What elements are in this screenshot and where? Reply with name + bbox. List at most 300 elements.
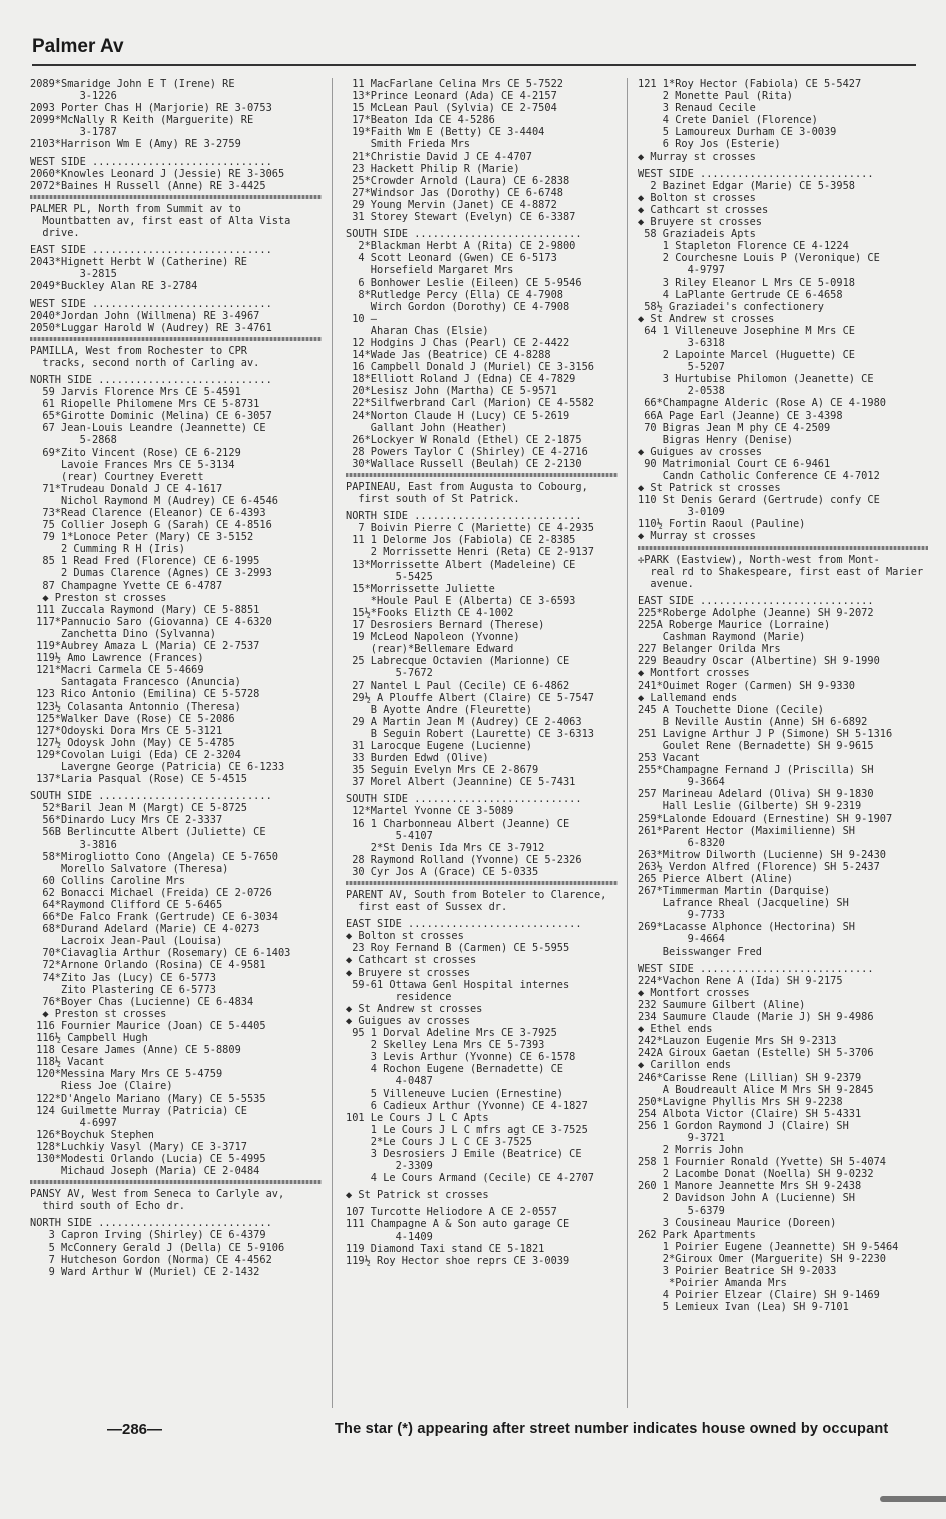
directory-line: 23 Hackett Philip R (Marie): [346, 162, 520, 175]
directory-line: 3 Renaud Cecile: [638, 102, 756, 115]
directory-line: 1 Le Cours J L C mfrs agt CE 3-7525: [346, 1123, 588, 1136]
directory-line: 90 Matrimonial Court CE 6-9461: [638, 457, 831, 470]
directory-line: 260 1 Manore Jeannette Mrs SH 9-2438: [638, 1180, 862, 1193]
directory-line: 5-5207: [638, 361, 725, 374]
directory-line: 2 Skelley Lena Mrs CE 5-7393: [346, 1039, 545, 1052]
directory-line: 27 Nantel L Paul (Cecile) CE 6-4862: [346, 679, 570, 692]
directory-line: 111 Champagne A & Son auto garage CE: [346, 1218, 570, 1231]
directory-line: drive.: [30, 227, 80, 240]
directory-column-3: [638, 78, 928, 1313]
directory-line: 95 1 Dorval Adeline Mrs CE 3-7925: [346, 1027, 557, 1040]
directory-line: 16 1 Charbonneau Albert (Jeanne) CE: [346, 817, 570, 830]
directory-line: SOUTH SIDE ............................: [30, 790, 272, 803]
directory-line: 2 Davidson John A (Lucienne) SH: [638, 1192, 855, 1205]
directory-line: Horsefield Margaret Mrs: [346, 264, 514, 277]
directory-line: 257 Marineau Adelard (Oliva) SH 9-1830: [638, 788, 874, 801]
directory-line: 3 Desrosiers J Emile (Beatrice) CE: [346, 1147, 582, 1160]
directory-line: Lavergne George (Patricia) CE 6-1233: [30, 760, 285, 773]
directory-line: 101 Le Cours J L C Apts: [346, 1111, 489, 1124]
directory-line: 28 Raymond Rolland (Yvonne) CE 5-2326: [346, 853, 582, 866]
directory-line: WEST SIDE .............................: [30, 297, 272, 310]
directory-line: 246*Carisse Rene (Lillian) SH 9-2379: [638, 1071, 862, 1084]
directory-line: 262 Park Apartments: [638, 1228, 756, 1241]
directory-column-1: [30, 78, 322, 1278]
directory-line: 121*Macri Carmela CE 5-4669: [30, 664, 204, 677]
directory-line: ✢PARK (Eastview), North-west from Mont-: [638, 553, 880, 566]
directory-line: 29 Young Mervin (Janet) CE 4-8872: [346, 198, 557, 211]
directory-line: 225A Roberge Maurice (Lorraine): [638, 619, 831, 632]
directory-line: 137*Laria Pasqual (Rose) CE 5-4515: [30, 773, 247, 786]
directory-line: 12 Hodgins J Chas (Pearl) CE 2-4422: [346, 336, 570, 349]
directory-line: 3-6318: [638, 336, 725, 349]
directory-line: PAPINEAU, East from Augusta to Cobourg,: [346, 481, 588, 493]
directory-line: ◆ Carillon ends: [638, 1059, 731, 1072]
directory-line: 67 Jean-Louis Leandre (Jeannette) CE: [30, 422, 266, 435]
directory-line: Nichol Raymond M (Audrey) CE 6-4546: [30, 494, 278, 507]
directory-line: 2 Dumas Clarence (Agnes) CE 3-2993: [30, 567, 272, 580]
directory-line: 4-9797: [638, 264, 725, 277]
directory-line: 4 Le Cours Armand (Cecile) CE 4-2707: [346, 1172, 594, 1185]
directory-line: 269*Lacasse Alphonce (Hectorina) SH: [638, 921, 855, 934]
directory-line: 3 Riley Eleanor L Mrs CE 5-0918: [638, 276, 855, 289]
directory-line: EAST SIDE ............................: [638, 594, 874, 607]
directory-line: 1 Stapleton Florence CE 4-1224: [638, 240, 849, 253]
directory-line: 2040*Jordan John (Willmena) RE 3-4967: [30, 309, 260, 322]
directory-line: 5-5425: [346, 570, 433, 583]
directory-line: 2*St Denis Ida Mrs CE 3-7912: [346, 841, 545, 854]
directory-line: NORTH SIDE ............................: [30, 373, 272, 386]
directory-line: 73*Read Clarence (Eleanor) CE 6-4393: [30, 507, 266, 519]
directory-line: 119½ Roy Hector shoe reprs CE 3-0039: [346, 1254, 570, 1267]
directory-line: 242A Giroux Gaetan (Estelle) SH 5-3706: [638, 1047, 874, 1060]
directory-line: 3-3816: [30, 838, 117, 851]
directory-line: 225*Roberge Adolphe (Jeanne) SH 9-2072: [638, 606, 874, 619]
directory-line: 111 Zuccala Raymond (Mary) CE 5-8851: [30, 603, 260, 616]
directory-line: tracks, second north of Carling av.: [30, 356, 260, 369]
directory-line: 2 Monette Paul (Rita): [638, 90, 793, 103]
directory-line: 30*Wallace Russell (Beulah) CE 2-2130: [346, 457, 582, 470]
directory-line: 3-1226: [30, 90, 117, 103]
directory-line: ◆ St Andrew st crosses: [346, 1002, 483, 1015]
directory-line: ◆ Bolton st crosses: [346, 930, 464, 943]
directory-line: 3-0109: [638, 506, 725, 519]
directory-line: Candn Catholic Conference CE 4-7012: [638, 470, 880, 482]
directory-line: 5-6379: [638, 1204, 725, 1217]
directory-line: PANSY AV, West from Seneca to Carlyle av,: [30, 1188, 285, 1201]
directory-line: 37 Morel Albert (Jeannine) CE 5-7431: [346, 776, 576, 789]
directory-line: 35 Seguin Evelyn Mrs CE 2-8679: [346, 764, 539, 777]
directory-line: WEST SIDE .............................: [30, 155, 272, 168]
directory-line: 259*Lalonde Edouard (Ernestine) SH 9-1907: [638, 812, 893, 825]
directory-line: 59 Jarvis Florence Mrs CE 5-4591: [30, 386, 241, 399]
directory-line: EAST SIDE .............................: [30, 244, 272, 257]
column-divider: [627, 78, 628, 1408]
directory-line: 65*Girotte Dominic (Melina) CE 6-3057: [30, 410, 272, 423]
directory-line: 74*Zito Jas (Lucy) CE 6-5773: [30, 971, 216, 984]
directory-line: 14*Wade Jas (Beatrice) CE 4-8288: [346, 349, 551, 362]
directory-line: 1 Poirier Eugene (Jeannette) SH 9-5464: [638, 1240, 899, 1253]
directory-line: EAST SIDE ............................: [346, 918, 582, 931]
directory-line: 15 McLean Paul (Sylvia) CE 2-7504: [346, 102, 557, 115]
directory-line: 28 Powers Taylor C (Shirley) CE 4-2716: [346, 445, 588, 458]
directory-line: 58 Graziadeis Apts: [638, 228, 756, 241]
directory-line: 4-0487: [346, 1075, 433, 1088]
directory-line: 18*Elliott Roland J (Edna) CE 4-7829: [346, 373, 576, 386]
directory-line: 2-3309: [346, 1160, 433, 1173]
directory-line: 25*Crowder Arnold (Laura) CE 6-2838: [346, 174, 570, 187]
directory-line: ◆ Murray st crosses: [638, 150, 756, 163]
directory-line: WEST SIDE ............................: [638, 962, 874, 975]
directory-line: 68*Durand Adelard (Marie) CE 4-0273: [30, 923, 260, 936]
directory-line: 254 Albota Victor (Claire) SH 5-4331: [638, 1107, 862, 1120]
column-divider: [332, 78, 333, 1408]
directory-line: 3 Capron Irving (Shirley) CE 6-4379: [30, 1229, 266, 1242]
directory-line: 127½ Odoysk John (May) CE 5-4785: [30, 736, 235, 749]
directory-line: 29½ A Plouffe Albert (Claire) CE 5-7547: [346, 691, 594, 704]
directory-line: 3-1787: [30, 126, 117, 139]
directory-line: first east of Sussex dr.: [346, 901, 508, 914]
directory-line: 2 Courchesne Louis P (Veronique) CE: [638, 252, 880, 265]
directory-line: 13*Morrissette Albert (Madeleine) CE: [346, 558, 576, 571]
directory-line: residence: [346, 990, 452, 1003]
directory-line: 5-7672: [346, 667, 433, 680]
directory-line: 229 Beaudry Oscar (Albertine) SH 9-1990: [638, 655, 880, 668]
directory-line: 123½ Colasanta Antonnio (Theresa): [30, 700, 241, 713]
directory-line: Santagata Francesco (Anuncia): [30, 676, 241, 689]
directory-line: PARENT AV, South from Boteler to Clarence,: [346, 889, 607, 901]
directory-line: 64*Raymond Clifford CE 5-6465: [30, 899, 223, 911]
directory-line: 110½ Fortin Raoul (Pauline): [638, 518, 806, 531]
directory-line: 16 Campbell Donald J (Muriel) CE 3-3156: [346, 361, 594, 374]
directory-line: 19 McLeod Napoleon (Yvonne): [346, 631, 520, 644]
directory-line: 33 Burden Edwd (Olive): [346, 752, 489, 765]
directory-line: 66*Champagne Alderic (Rose A) CE 4-1980: [638, 397, 886, 410]
directory-line: Smith Frieda Mrs: [346, 138, 470, 151]
directory-line: 5 Lamoureux Durham CE 3-0039: [638, 126, 837, 139]
directory-line: 251 Lavigne Arthur J P (Simone) SH 5-1316: [638, 727, 893, 740]
directory-line: (rear) Courtney Everett: [30, 470, 204, 483]
directory-line: ◆ Cathcart st crosses: [638, 203, 769, 216]
directory-line: 10 —: [346, 312, 377, 325]
section-separator: [346, 473, 618, 477]
directory-line: 85 1 Read Fred (Florence) CE 6-1995: [30, 555, 260, 568]
directory-line: Riess Joe (Claire): [30, 1080, 173, 1093]
directory-line: Cashman Raymond (Marie): [638, 631, 806, 644]
directory-line: 9-4664: [638, 933, 725, 946]
directory-line: 3 Poirier Beatrice SH 9-2033: [638, 1265, 837, 1277]
directory-line: 3 Cousineau Maurice (Doreen): [638, 1216, 837, 1229]
directory-line: 2 Morris John: [638, 1144, 744, 1157]
directory-line: ◆ St Patrick st crosses: [346, 1189, 489, 1202]
directory-line: 64 1 Villeneuve Josephine M Mrs CE: [638, 324, 855, 337]
directory-line: 234 Saumure Claude (Marie J) SH 9-4986: [638, 1011, 874, 1024]
directory-line: 6 Bonhower Leslie (Eileen) CE 5-9546: [346, 276, 582, 289]
directory-line: 242*Lauzon Eugenie Mrs SH 9-2313: [638, 1035, 837, 1048]
directory-line: 23 Roy Fernand B (Carmen) CE 5-5955: [346, 942, 570, 955]
directory-line: 116½ Campbell Hugh: [30, 1032, 148, 1045]
directory-column-2: [346, 78, 618, 1267]
directory-line: 263½ Verdon Alfred (Florence) SH 5-2437: [638, 860, 880, 873]
directory-line: 124 Guilmette Murray (Patricia) CE: [30, 1104, 247, 1117]
directory-line: 59-61 Ottawa Genl Hospital internes: [346, 978, 570, 991]
directory-line: 70 Bigras Jean M phy CE 4-2509: [638, 421, 831, 434]
directory-line: Lavoie Frances Mrs CE 5-3134: [30, 458, 235, 471]
directory-line: 121 1*Roy Hector (Fabiola) CE 5-5427: [638, 78, 862, 90]
directory-line: 263*Mitrow Dilworth (Lucienne) SH 9-2430: [638, 848, 886, 861]
directory-line: 2050*Luggar Harold W (Audrey) RE 3-4761: [30, 321, 272, 334]
directory-line: 119 Diamond Taxi stand CE 5-1821: [346, 1242, 545, 1255]
directory-line: 2 Cumming R H (Iris): [30, 543, 185, 556]
directory-line: Hall Leslie (Gilberte) SH 9-2319: [638, 800, 862, 813]
directory-line: ◆ Bolton st crosses: [638, 191, 756, 204]
section-separator: [638, 546, 928, 550]
directory-line: ◆ Montfort crosses: [638, 986, 750, 999]
directory-line: 31 Larocque Eugene (Lucienne): [346, 739, 532, 752]
directory-line: Gallant John (Heather): [346, 421, 508, 434]
directory-line: 11 1 Delorme Jos (Fabiola) CE 2-8385: [346, 534, 576, 547]
directory-line: 2*Le Cours J L C CE 3-7525: [346, 1135, 532, 1148]
section-separator: [346, 881, 618, 885]
directory-line: 58½ Graziadei's confectionery: [638, 300, 824, 313]
directory-line: 120*Messina Mary Mrs CE 5-4759: [30, 1068, 223, 1081]
directory-line: 6 Cadieux Arthur (Yvonne) CE 4-1827: [346, 1099, 588, 1112]
directory-line: Wirch Gordon (Dorothy) CE 4-7908: [346, 300, 570, 313]
directory-line: 9 Ward Arthur W (Muriel) CE 2-1432: [30, 1265, 260, 1278]
directory-line: ◆ Preston st crosses: [30, 591, 167, 604]
directory-line: 60 Collins Caroline Mrs: [30, 874, 185, 887]
directory-line: ◆ St Patrick st crosses: [638, 482, 781, 495]
directory-line: 232 Saumure Gilbert (Aline): [638, 998, 806, 1011]
directory-line: 5 McConnery Gerald J (Della) CE 5-9106: [30, 1241, 285, 1254]
directory-line: 2043*Hignett Herbt W (Catherine) RE: [30, 256, 247, 269]
directory-line: Goulet Rene (Bernadette) SH 9-9615: [638, 739, 874, 752]
directory-line: ◆ Bruyere st crosses: [638, 216, 762, 229]
directory-line: 15*Morrissette Juliette: [346, 582, 495, 595]
directory-line: Lacroix Jean-Paul (Louisa): [30, 935, 223, 948]
directory-line: 4 Poirier Elzear (Claire) SH 9-1469: [638, 1289, 880, 1302]
directory-line: 2 Lacombe Donat (Noella) SH 9-0232: [638, 1168, 874, 1181]
directory-line: 224*Vachon Rene A (Ida) SH 9-2175: [638, 974, 843, 987]
directory-line: 2 Bazinet Edgar (Marie) CE 5-3958: [638, 179, 855, 192]
directory-line: ◆ Cathcart st crosses: [346, 954, 477, 967]
directory-line: 22*Silfwerbrand Carl (Marion) CE 4-5582: [346, 397, 594, 410]
directory-line: 2 Lapointe Marcel (Huguette) CE: [638, 349, 855, 362]
directory-line: third south of Echo dr.: [30, 1200, 185, 1213]
directory-line: 31 Storey Stewart (Evelyn) CE 6-3387: [346, 211, 576, 224]
directory-line: 66*De Falco Frank (Gertrude) CE 6-3034: [30, 911, 278, 924]
directory-line: 255*Champagne Fernand J (Priscilla) SH: [638, 764, 874, 777]
directory-line: 227 Belanger Orilda Mrs: [638, 643, 781, 656]
directory-line: 5 Villeneuve Lucien (Ernestine): [346, 1087, 563, 1100]
directory-line: 129*Covolan Luigi (Eda) CE 2-3204: [30, 748, 241, 761]
directory-line: 4 Scott Leonard (Gwen) CE 6-5173: [346, 252, 557, 265]
directory-line: Beisswanger Fred: [638, 945, 762, 958]
directory-line: 61 Riopelle Philomene Mrs CE 5-8731: [30, 398, 260, 411]
directory-line: 71*Trudeau Donald J CE 4-1617: [30, 482, 223, 495]
directory-line: 117*Pannucio Saro (Giovanna) CE 4-6320: [30, 615, 272, 628]
directory-line: ◆ Bruyere st crosses: [346, 966, 470, 979]
directory-line: 119*Aubrey Amaza L (Maria) CE 2-7537: [30, 640, 260, 653]
directory-line: ◆ Guigues av crosses: [638, 445, 762, 458]
directory-line: ◆ Guigues av crosses: [346, 1014, 470, 1027]
directory-line: 75 Collier Joseph G (Sarah) CE 4-8516: [30, 519, 272, 532]
directory-line: 241*Ouimet Roger (Carmen) SH 9-9330: [638, 679, 855, 692]
directory-line: 4-1409: [346, 1230, 433, 1243]
directory-line: 116 Fournier Maurice (Joan) CE 5-4405: [30, 1019, 266, 1032]
directory-line: 4 Rochon Eugene (Bernadette) CE: [346, 1063, 563, 1076]
directory-line: A Boudreault Alice M Mrs SH 9-2845: [638, 1083, 874, 1096]
directory-line: 123 Rico Antonio (Emilina) CE 5-5728: [30, 688, 260, 701]
directory-line: Lafrance Rheal (Jacqueline) SH: [638, 897, 849, 910]
directory-line: SOUTH SIDE ...........................: [346, 228, 582, 241]
directory-line: 107 Turcotte Heliodore A CE 2-0557: [346, 1206, 557, 1219]
header-rule: [32, 64, 916, 66]
directory-line: 122*D'Angelo Mariano (Mary) CE 5-5535: [30, 1092, 266, 1105]
section-separator: [30, 195, 322, 199]
directory-line: ◆ St Andrew st crosses: [638, 312, 775, 325]
directory-line: 8*Rutledge Percy (Ella) CE 4-7908: [346, 288, 563, 301]
directory-line: 118½ Vacant: [30, 1056, 105, 1069]
scan-smudge: [880, 1496, 946, 1502]
directory-line: 72*Arnone Orlando (Rosina) CE 4-9581: [30, 959, 266, 972]
directory-line: 3 Levis Arthur (Yvonne) CE 6-1578: [346, 1051, 576, 1064]
section-separator: [30, 1180, 322, 1184]
directory-line: 26*Lockyer W Ronald (Ethel) CE 2-1875: [346, 433, 582, 446]
directory-line: ◆ Preston st crosses: [30, 1007, 167, 1020]
directory-line: 58*Mirogliotto Cono (Angela) CE 5-7650: [30, 850, 278, 863]
directory-line: 2060*Knowles Leonard J (Jessie) RE 3-3065: [30, 167, 285, 180]
page-number: —286—: [107, 1421, 163, 1438]
directory-line: 70*Ciavaglia Arthur (Rosemary) CE 6-1403: [30, 947, 291, 960]
directory-line: 2099*McNally R Keith (Marguerite) RE: [30, 114, 254, 127]
directory-line: 20*Lesisz John (Martha) CE 5-9571: [346, 385, 557, 398]
directory-line: 25 Labrecque Octavien (Marionne) CE: [346, 655, 570, 668]
directory-line: 3-2815: [30, 268, 117, 281]
directory-line: 4 LaPlante Gertrude CE 6-4658: [638, 288, 843, 301]
directory-line: 7 Boivin Pierre C (Mariette) CE 4-2935: [346, 522, 594, 535]
directory-line: 2*Giroux Omer (Marguerite) SH 9-2230: [638, 1252, 886, 1265]
directory-line: 128*Luchkiy Vasyl (Mary) CE 3-3717: [30, 1140, 247, 1153]
directory-line: 5-4107: [346, 829, 433, 842]
directory-line: 12*Martel Yvonne CE 3-5089: [346, 805, 514, 818]
directory-line: 17*Beaton Ida CE 4-5286: [346, 114, 495, 127]
directory-line: 4 Crete Daniel (Florence): [638, 114, 818, 127]
directory-line: 119½ Amo Lawrence (Frances): [30, 652, 204, 665]
directory-line: B Seguin Robert (Laurette) CE 3-6313: [346, 727, 594, 740]
directory-line: 2093 Porter Chas H (Marjorie) RE 3-0753: [30, 102, 272, 115]
directory-line: 2 Morrissette Henri (Reta) CE 2-9137: [346, 546, 594, 559]
directory-line: 126*Boychuk Stephen: [30, 1128, 154, 1141]
directory-line: 2049*Buckley Alan RE 3-2784: [30, 280, 198, 293]
directory-line: 27*Windsor Jas (Dorothy) CE 6-6748: [346, 186, 563, 199]
directory-line: 118 Cesare James (Anne) CE 5-8809: [30, 1044, 241, 1057]
directory-line: 265 Pierce Albert (Aline): [638, 873, 793, 885]
directory-line: (rear)*Bellemare Edward: [346, 643, 514, 656]
directory-line: B Neville Austin (Anne) SH 6-6892: [638, 715, 868, 728]
directory-line: 24*Norton Claude H (Lucy) CE 5-2619: [346, 409, 570, 422]
directory-line: 56B Berlincutte Albert (Juliette) CE: [30, 826, 266, 839]
directory-line: 17 Desrosiers Bernard (Therese): [346, 619, 545, 632]
directory-line: B Ayotte Andre (Fleurette): [346, 703, 532, 716]
directory-line: ◆ Montfort crosses: [638, 667, 750, 680]
directory-line: 87 Champagne Yvette CE 6-4787: [30, 579, 223, 592]
directory-line: real rd to Shakespeare, first east of Marier: [638, 565, 924, 578]
directory-line: 29 A Martin Jean M (Audrey) CE 2-4063: [346, 715, 582, 728]
directory-line: 253 Vacant: [638, 752, 700, 765]
directory-line: 7 Hutcheson Gordon (Norma) CE 4-4562: [30, 1253, 272, 1266]
directory-line: Zito Plastering CE 6-5773: [30, 983, 216, 996]
directory-line: 6-8320: [638, 836, 725, 849]
directory-line: 13*Prince Leonard (Ada) CE 4-2157: [346, 90, 557, 103]
directory-line: ◆ Murray st crosses: [638, 530, 756, 543]
directory-line: NORTH SIDE ...........................: [346, 510, 582, 523]
directory-line: ◆ Lallemand ends: [638, 691, 738, 704]
directory-line: 5 Lemieux Ivan (Lea) SH 9-7101: [638, 1301, 849, 1314]
directory-line: Bigras Henry (Denise): [638, 433, 793, 446]
directory-line: 66A Page Earl (Jeanne) CE 3-4398: [638, 409, 843, 422]
directory-line: 245 A Touchette Dione (Cecile): [638, 703, 824, 716]
directory-line: ◆ Ethel ends: [638, 1023, 713, 1036]
footer-note: The star (*) appearing after street number indicates house owned by occupant: [335, 1421, 889, 1437]
directory-line: Michaud Joseph (Maria) CE 2-0484: [30, 1165, 260, 1178]
directory-line: WEST SIDE ............................: [638, 167, 874, 180]
directory-line: 2-0538: [638, 385, 725, 398]
directory-line: *Poirier Amanda Mrs: [638, 1277, 787, 1290]
directory-line: 9-3664: [638, 776, 725, 789]
directory-line: 9-3721: [638, 1131, 725, 1144]
page-title: Palmer Av: [32, 36, 124, 57]
directory-line: SOUTH SIDE ...........................: [346, 793, 582, 806]
directory-line: 2*Blackman Herbt A (Rita) CE 2-9800: [346, 240, 576, 253]
directory-line: 3 Hurtubise Philomon (Jeanette) CE: [638, 373, 874, 386]
section-separator: [30, 337, 322, 341]
directory-line: 258 1 Fournier Ronald (Yvette) SH 5-4074: [638, 1156, 886, 1169]
directory-line: 267*Timmerman Martin (Darquise): [638, 885, 831, 898]
directory-line: PAMILLA, West from Rochester to CPR: [30, 344, 247, 357]
directory-line: 56*Dinardo Lucy Mrs CE 2-3337: [30, 814, 223, 827]
directory-line: 2103*Harrison Wm E (Amy) RE 3-2759: [30, 138, 241, 151]
directory-line: 79 1*Lonoce Peter (Mary) CE 3-5152: [30, 531, 254, 544]
directory-line: 4-6997: [30, 1116, 117, 1129]
directory-line: 5-2868: [30, 434, 117, 447]
directory-line: 11 MacFarlane Celina Mrs CE 5-7522: [346, 78, 563, 90]
directory-line: 250*Lavigne Phyllis Mrs SH 9-2238: [638, 1095, 843, 1108]
directory-line: avenue.: [638, 577, 694, 590]
directory-line: first south of St Patrick.: [346, 493, 520, 506]
directory-line: *Houle Paul E (Alberta) CE 3-6593: [346, 594, 576, 607]
directory-line: 6 Roy Jos (Esterie): [638, 138, 781, 151]
directory-line: NORTH SIDE ............................: [30, 1217, 272, 1230]
directory-line: 110 St Denis Gerard (Gertrude) confy CE: [638, 494, 880, 507]
directory-line: 76*Boyer Chas (Lucienne) CE 6-4834: [30, 995, 254, 1008]
directory-line: 69*Zito Vincent (Rose) CE 6-2129: [30, 446, 241, 459]
directory-line: 127*Odoyski Dora Mrs CE 5-3121: [30, 724, 223, 737]
directory-line: 256 1 Gordon Raymond J (Claire) SH: [638, 1119, 849, 1132]
directory-line: 125*Walker Dave (Rose) CE 5-2086: [30, 712, 235, 725]
directory-line: PALMER PL, North from Summit av to: [30, 202, 241, 215]
directory-line: 30 Cyr Jos A (Grace) CE 5-0335: [346, 865, 539, 878]
directory-line: Mountbatten av, first east of Alta Vista: [30, 214, 291, 227]
directory-line: 9-7733: [638, 909, 725, 922]
directory-line: Aharan Chas (Elsie): [346, 324, 489, 337]
directory-line: 52*Baril Jean M (Margt) CE 5-8725: [30, 802, 247, 815]
directory-line: Morello Salvatore (Theresa): [30, 862, 229, 875]
directory-line: 2089*Smaridge John E T (Irene) RE: [30, 78, 235, 90]
directory-line: 21*Christie David J CE 4-4707: [346, 150, 532, 163]
directory-line: 2072*Baines H Russell (Anne) RE 3-4425: [30, 179, 266, 192]
directory-line: 62 Bonacci Michael (Freida) CE 2-0726: [30, 886, 272, 899]
directory-line: Zanchetta Dino (Sylvanna): [30, 627, 216, 640]
